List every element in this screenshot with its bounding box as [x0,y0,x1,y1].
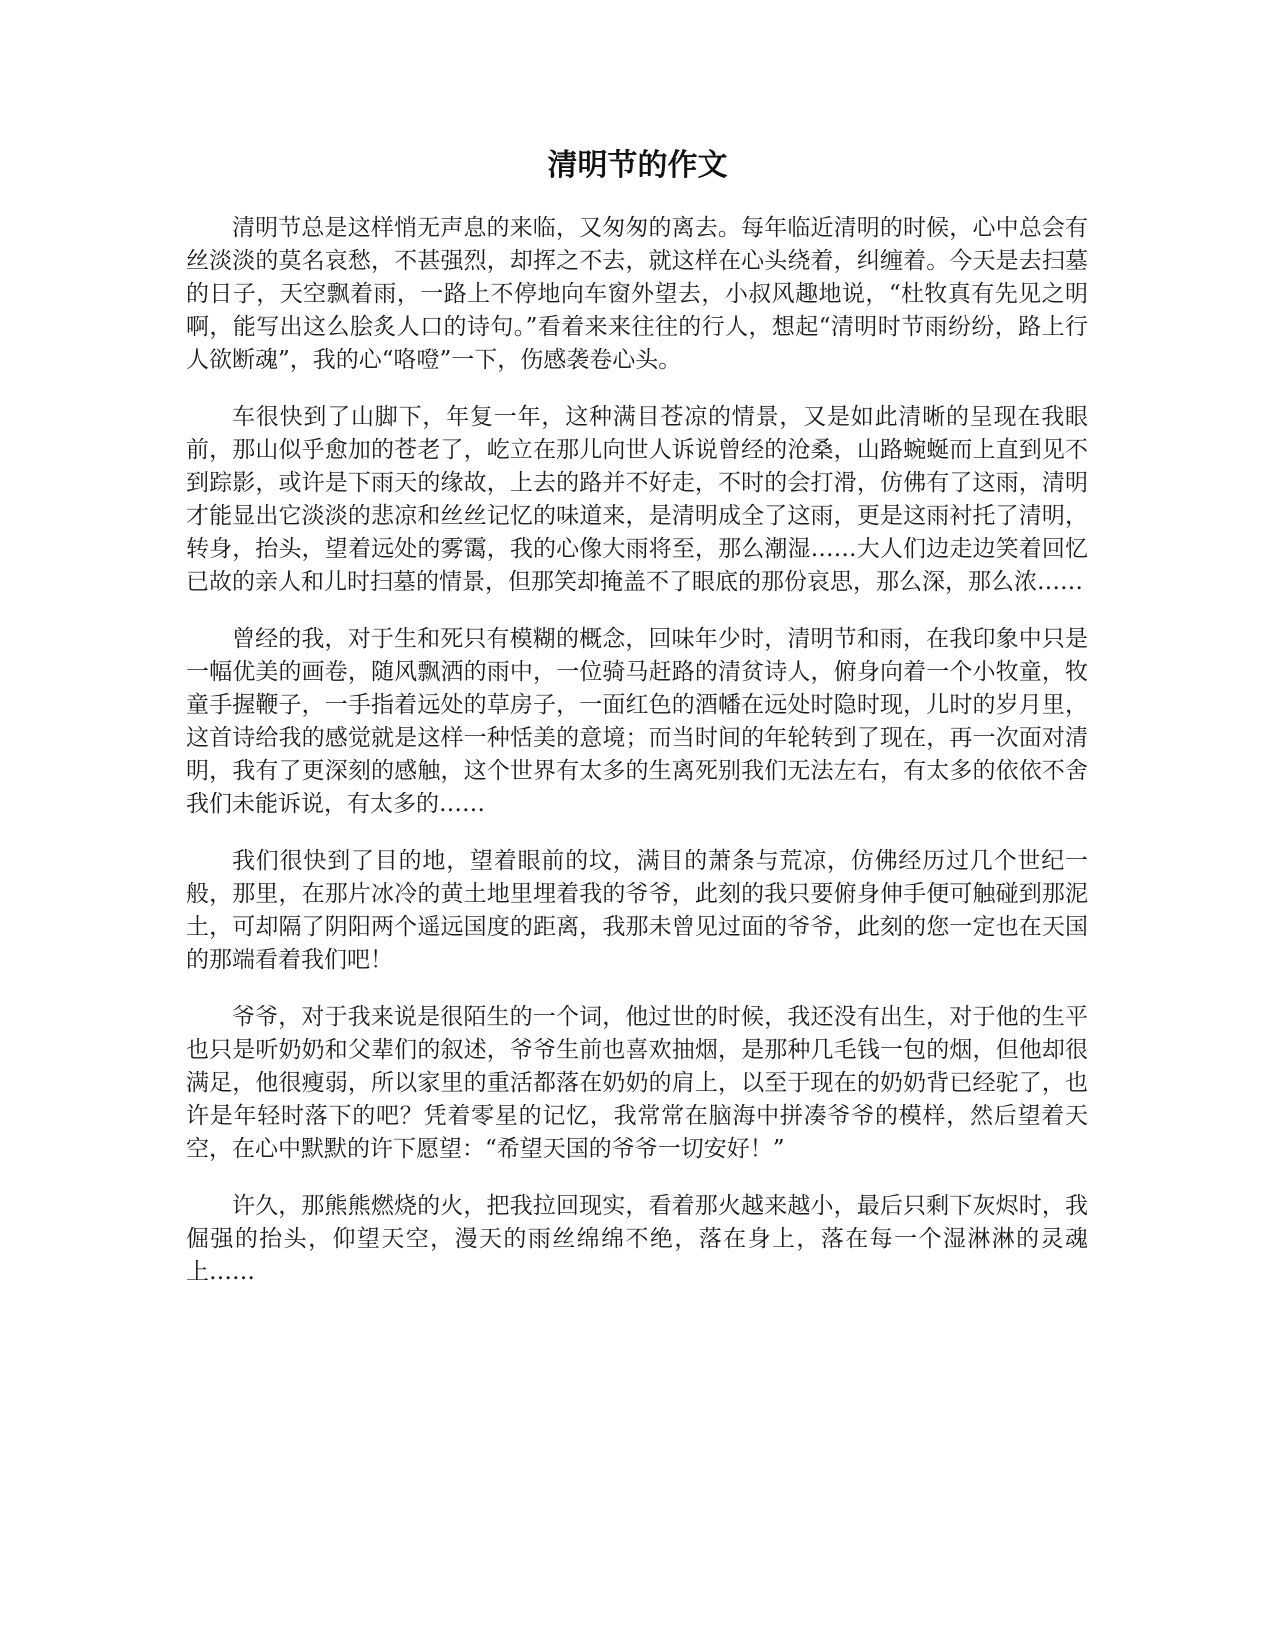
document-title: 清明节的作文 [547,148,728,183]
paragraph-5: 爷爷，对于我来说是很陌生的一个词，他过世的时候，我还没有出生，对于他的生平也只是听奶奶和父辈们的叙述，爷爷生前也喜欢抽烟，是那种几毛钱一包的烟，但他却很满足，他很瘦弱，所以家里的重活都落在奶奶的肩上，以至于现在的奶奶背已经驼了，也许是年轻时落下的吧？凭着零星的记忆，我常常在脑海中拼凑爷爷的模样，然后望着天空，在心中默默的许下愿望：“希望天国的爷爷一切安好！” [186,1004,1088,1162]
paragraph-3: 曾经的我，对于生和死只有模糊的概念，回味年少时，清明节和雨，在我印象中只是一幅优美的画卷，随风飘洒的雨中，一位骑马赶路的清贫诗人，俯身向着一个小牧童，牧童手握鞭子，一手指着远处的草房子，一面红色的酒幡在远处时隐时现，儿时的岁月里，这首诗给我的感觉就是这样一种恬美的意境；而当时间的年轮转到了现在，再一次面对清明，我有了更深刻的感触，这个世界有太多的生离死别我们无法左右，有太多的依依不舍我们未能诉说，有太多的…… [186,626,1088,817]
paragraph-2: 车很快到了山脚下，年复一年，这种满目苍凉的情景，又是如此清晰的呈现在我眼前，那山似乎愈加的苍老了，屹立在那儿向世人诉说曾经的沧桑，山路蜿蜒而上直到见不到踪影，或许是下雨天的缘故，上去的路并不好走，不时的会打滑，仿佛有了这雨，清明才能显出它淡淡的悲凉和丝丝记忆的味道来，是清明成全了这雨，更是这雨衬托了清明，转身，抬头，望着远处的雾霭，我的心像大雨将至，那么潮湿……大人们边走边笑着回忆已故的亲人和儿时扫墓的情景，但那笑却掩盖不了眼底的那份哀思，那么深，那么浓…… [186,404,1088,595]
paragraph-4: 我们很快到了目的地，望着眼前的坟，满目的萧条与荒凉，仿佛经历过几个世纪一般，那里，在那片冰冷的黄土地里埋着我的爷爷，此刻的我只要俯身伸手便可触碰到那泥土，可却隔了阴阳两个遥远国度的距离，我那未曾见过面的爷爷，此刻的您一定也在天国的那端看着我们吧！ [186,848,1088,973]
document-body [186,212,1088,1313]
paragraph-1: 清明节总是这样悄无声息的来临，又匆匆的离去。每年临近清明的时候，心中总会有丝淡淡的莫名哀愁，不甚强烈，却挥之不去，就这样在心头绕着，纠缠着。今天是去扫墓的日子，天空飘着雨，一路上不停地向车窗外望去，小叔风趣地说，“杜牧真有先见之明啊，能写出这么脍炙人口的诗句。”看着来来往往的行人，想起“清明时节雨纷纷，路上行人欲断魂”，我的心“咯噔”一下，伤感袭卷心头。 [186,215,1088,373]
paragraph-6: 许久，那熊熊燃烧的火，把我拉回现实，看着那火越来越小，最后只剩下灰烬时，我倔强的抬头，仰望天空，漫天的雨丝绵绵不绝，落在身上，落在每一个湿淋淋的灵魂上…… [186,1193,1088,1285]
